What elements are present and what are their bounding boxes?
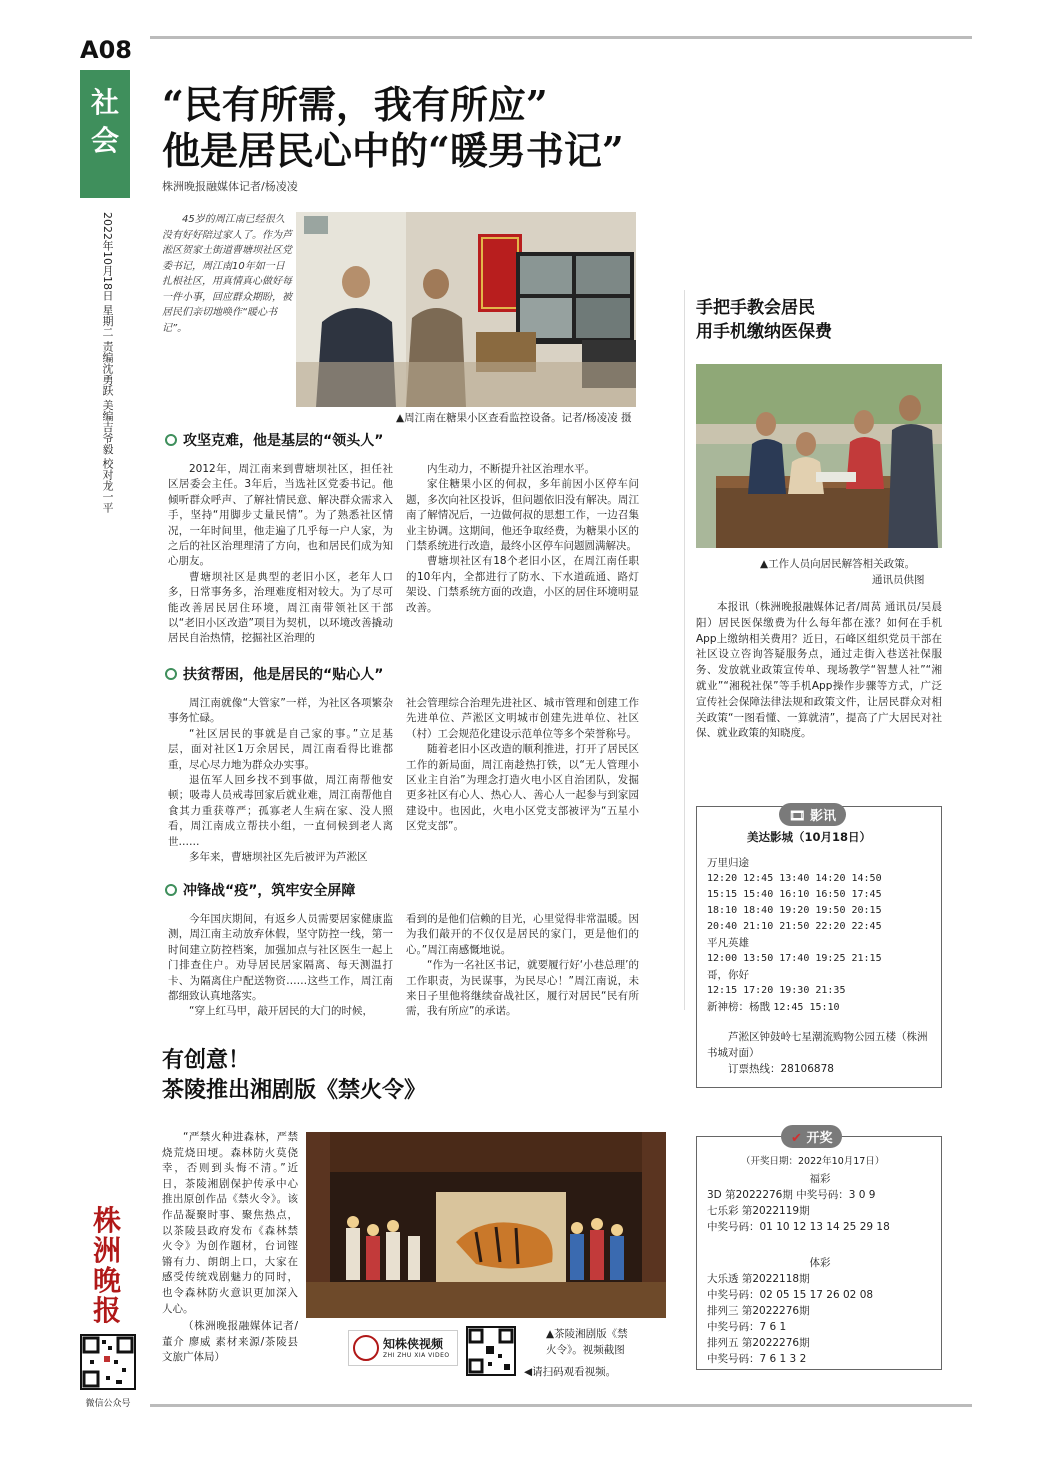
section-tab xyxy=(80,70,130,198)
wechat-qr-code[interactable] xyxy=(80,1334,136,1390)
cinema-title: 美达影城（10月18日） xyxy=(747,830,872,844)
side-story-body: 本报讯（株洲晚报融媒体记者/周莴 通讯员/吴晨阳）居民医保缴费为什么每年都在涨？如何在手机App上缴纳相关费用？近日，石峰区组织党员干部在社区设立咨询答疑服务点，通过走街入巷送社保服务、发放就业政策宣传单、现场教学“智慧人社”“湘就业”“湘税社保”等手机App操作步骤等方式，广泛宣传社会保障法律法规和政策文件，让居民群众对相关政策“一图看懂、一算就清”，提高了广大居民对社保、就业政策的知晓度。 xyxy=(696,601,942,740)
fucai-block: 福彩 3D 第2022276期 中奖号码：3 0 9 七乐彩 第2022119期 中奖号码：01 10 12 13 14 25 29 18 xyxy=(707,1173,890,1233)
section-char-1: 社 xyxy=(90,86,119,119)
subhead-epidemic: 冲锋战“疫”，筑牢安全屏障 xyxy=(165,880,355,900)
section2-right-column: 社会管理综合治理先进社区、城市管理和创建工作先进单位、芦淞区文明城市创建先进单位、社区（村）工会规范化建设示范单位等多个荣誉称号。 随着老旧小区改造的顺利推进，打开了居民区工作的新局面，周江南趁热打铁，以“无人管理小区业主自治”为理念打造火电小区自治团队，发掘更多社区有心人、热心人、善心人一起参与到家园建设中。也因此，火电小区党支部被评为“五星小区党支部”。 xyxy=(406,697,639,833)
ticai-block: 体彩 大乐透 第2022118期 中奖号码：02 05 15 17 26 02 08 排列三 第2022276期 中奖号码：7 6 1 排列五 第2022276期 中奖号码：7 6 1 3 2 xyxy=(707,1257,874,1365)
top-rule xyxy=(150,36,972,39)
main-headline: “民有所需，我有所应” 他是居民心中的“暖男书记” xyxy=(162,82,624,173)
film-reel-icon: 🎞 xyxy=(789,809,806,824)
bottom-rule xyxy=(150,1404,972,1407)
newspaper-logo: 株 洲 晚 报 xyxy=(92,1204,121,1327)
lottery-badge: ✔ 开奖 xyxy=(781,1125,842,1148)
cinema-badge: 🎞 影讯 xyxy=(779,803,846,826)
bullet-ring-icon xyxy=(165,884,177,896)
bullet-ring-icon xyxy=(165,434,177,446)
lottery-date: （开奖日期：2022年10月17日） xyxy=(741,1156,885,1167)
cinema-hotline: 订票热线：28106878 xyxy=(728,1063,834,1075)
section3-right-column: 看到的是他们信赖的目光，心里觉得非常温暖。因为我们敲开的不仅仅是居民的家门，更是他们的心。”周江南感慨地说。 “作为一名社区书记，就要履行好‘小巷总理’的工作职责，为民谋事，为民尽心！”周江南说，未来日子里他将继续奋战社区，履行对居民“民有所需，我有所应”的承诺。 xyxy=(406,913,639,1018)
right-column-divider xyxy=(684,290,685,1010)
qr-caption: 微信公众号 xyxy=(85,1399,131,1409)
section-char-2: 会 xyxy=(90,124,119,157)
section2-left-column: 周江南就像“大管家”一样，为社区各项繁杂事务忙碌。 “社区居民的事就是自己家的事。”立足基层，面对社区1万余居民，周江南看得比谁都重，尽心尽力地为群众办实事。 退伍军人回乡找不到事做，周江南帮他安顿；吸毒人员戒毒回家后就业难，周江南帮他自食其力重获尊严；孤寡老人生病在家、没人照看，周江南成立帮扶小组，一直伺候到老人离世…… 多年来，曹塘坝社区先后被评为芦淞区 xyxy=(168,697,393,864)
lottery-box xyxy=(696,1131,942,1370)
video-qr-code[interactable] xyxy=(466,1326,516,1376)
main-photo-caption: ▲周江南在糖果小区查看监控设备。记者/杨凌凌 摄 xyxy=(396,412,632,424)
brand-seal-icon xyxy=(353,1335,379,1361)
main-byline: 株洲晚报融媒体记者/杨凌凌 xyxy=(162,180,298,193)
subhead-helper: 扶贫帮困，他是居民的“贴心人” xyxy=(165,664,383,684)
video-scan-hint: ◀请扫码观看视频。 xyxy=(524,1366,617,1378)
movie-name: 平凡英雄 xyxy=(707,937,749,949)
issue-date-line: 2022年10月18日 星期二 责编沈勇跃 美编吉爷毅 校对龙一平 xyxy=(101,212,114,513)
side-photo-caption-1: ▲工作人员向居民解答相关政策。 xyxy=(760,558,916,570)
movie-name: 新神榜：杨戬 xyxy=(707,1001,770,1013)
photo-monitoring-room xyxy=(296,212,636,407)
movie-name: 哥，你好 xyxy=(707,969,749,981)
bullet-ring-icon xyxy=(165,668,177,680)
side-photo-caption-2: 通讯员供图 xyxy=(872,574,925,586)
section3-left-column: 今年国庆期间，有返乡人员需要居家健康监测，周江南主动放弃休假，坚守防控一线，第一时间建立防控档案，加强加点与社区医生一起上门排查住户。劝导居民居家隔离、每天测温打卡、为隔离住户配送物资……这些工作，周江南都细致认真地落实。 “穿上红马甲，敲开居民的大门的时候， xyxy=(168,913,393,1018)
section1-left-column: 2012年，周江南来到曹塘坝社区，担任社区居委会主任。3年后，当选社区党委书记。他倾听群众呼声、了解社情民意、解决群众需求入手，坚持“用脚步丈量民情”。为了熟悉社区情况，一年时间里，他走遍了几乎每一户人家，为之后的社区治理理清了方向，也和居民们成为知心朋友。 曹塘坝社区是典型的老旧小区，老年人口多，日常事务多，治理难度相对较大。为了尽可能改善居民居住环境，周江南带领社区干部以“老旧小区改造”项目为契机，以环境改善撬动居民自治热情，挖掘社区治理的 xyxy=(168,463,393,645)
check-mark-icon: ✔ xyxy=(791,1131,802,1146)
opera-photo-caption-2: 火令》。视频截图 xyxy=(546,1344,625,1356)
article-intro: 45岁的周江南已经很久没有好好陪过家人了。作为芦淞区贺家土街道曹塘坝社区党委书记，周江南10年如一日扎根社区，用真情真心做好每一件小事，回应群众期盼，被居民们亲切地唤作“暖心书记”。 xyxy=(162,214,292,334)
cinema-schedule: 万里归途 12:20 12:45 13:40 14:20 14:50 15:15 15:40 16:10 16:50 17:45 18:10 18:40 19:20 19:50 20:15 20:40 21:10 21:50 22:20 22:45 平凡英雄 12:00 13:50 17:40 19:25 21:15 哥，你好 12:15 17:20 19:30 21:35 新神榜：杨戬 12:45 15:10 xyxy=(707,855,933,1016)
side-story-headline: 手把手教会居民 用手机缴纳医保费 xyxy=(696,298,832,342)
article2-body: “严禁火种进森林，严禁烧荒烧田埂。森林防火莫侥幸，否则到头悔不清。”近日，茶陵湘剧保护传承中心推出原创作品《禁火令》。该作品凝聚时事、聚焦热点，以茶陵县政府发布《森林禁火令》为创作题材，台词铿锵有力、朗朗上口，大家在感受传统戏剧魅力的同时，也令森林防火意识更加深入人心。 （株洲晚报融媒体记者/董介 廖威 素材来源/茶陵县文旅广体局） xyxy=(162,1131,298,1364)
article2-headline: 有创意！ 茶陵推出湘剧版《禁火令》 xyxy=(162,1048,427,1103)
opera-photo-caption-1: ▲茶陵湘剧版《禁 xyxy=(546,1328,628,1340)
video-brand[interactable]: 知株侠视频 ZHI ZHU XIA VIDEO xyxy=(348,1330,458,1366)
photo-opera-stage xyxy=(306,1132,666,1318)
photo-insurance-desk xyxy=(696,364,942,548)
cinema-listings-box xyxy=(696,806,942,1088)
subhead-leader: 攻坚克难，他是基层的“领头人” xyxy=(165,430,383,450)
movie-name: 万里归途 xyxy=(707,857,749,869)
section1-right-column: 内生动力，不断提升社区治理水平。 家住糖果小区的何叔，多年前因小区停车问题，多次向社区投诉，但问题依旧没有解决。周江南了解情况后，一边做何叔的思想工作，一边召集业主协调。这期间，他还争取经费，为糖果小区的门禁系统进行改造，最终小区停车问题圆满解决。 曹塘坝社区有18个老旧小区，在周江南任职的10年内，全都进行了防水、下水道疏通、路灯架设、门禁系统方面的改造，小区的居住环境明显改善。 xyxy=(406,463,639,614)
page-number: A08 xyxy=(80,36,132,64)
cinema-address: 芦淞区钟鼓岭七星潮流购物公园五楼（株洲书城对面） xyxy=(707,1031,928,1059)
